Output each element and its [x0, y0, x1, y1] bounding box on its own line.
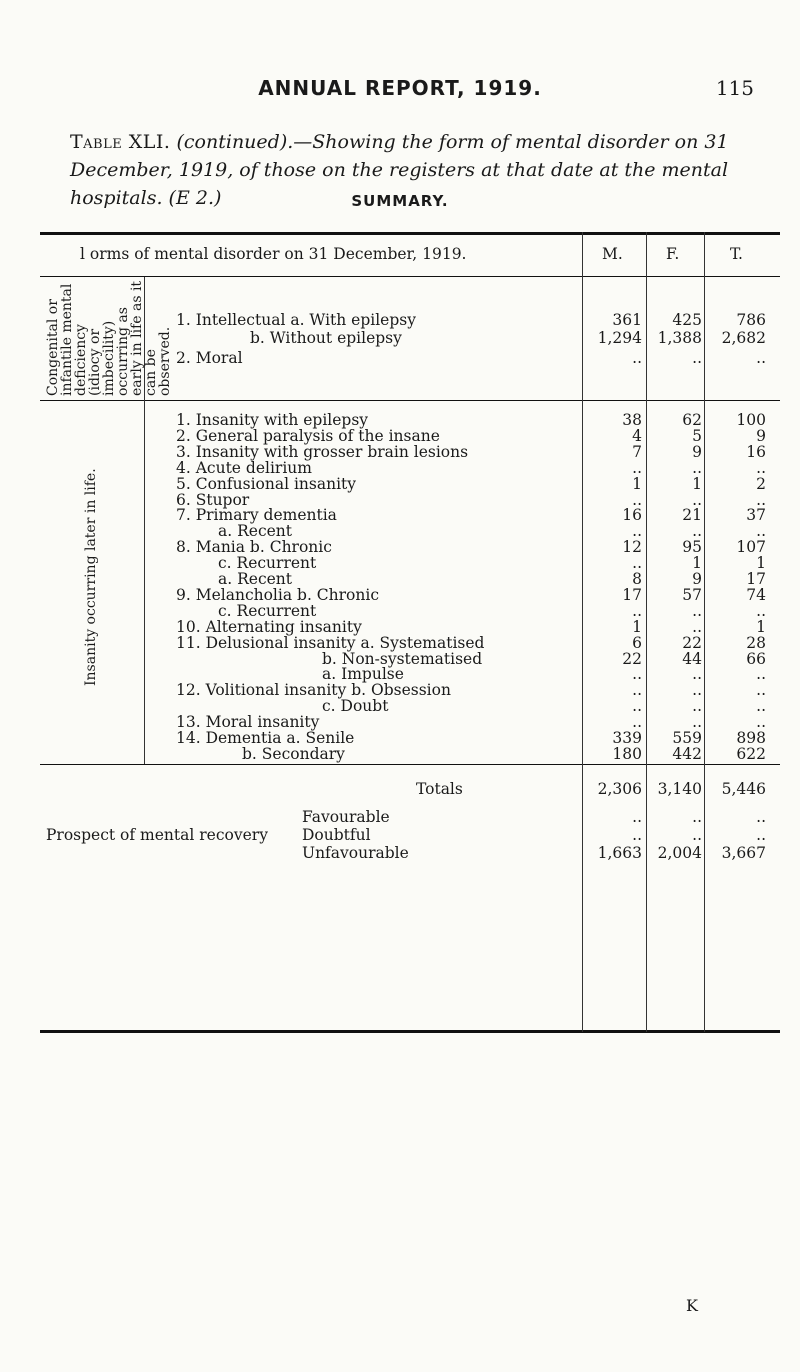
row-value-m: 361: [612, 311, 642, 329]
row-value-t: 622: [736, 744, 766, 763]
row-label: Unfavourable: [302, 844, 409, 862]
row-value-m: 1,663: [597, 844, 642, 862]
col-divider-t: [704, 232, 705, 1032]
row-value-f: 1: [692, 554, 702, 573]
row-value-m: 1: [632, 617, 642, 636]
row-label: 13. Moral insanity: [176, 713, 320, 732]
row-value-t: 1: [756, 617, 766, 636]
col-divider-f: [646, 232, 647, 1032]
totals-value-m: 2,306: [597, 780, 642, 798]
female-column-header: F.: [666, 245, 680, 263]
row-value-t: 786: [736, 311, 766, 329]
row-value-f: 21: [682, 506, 702, 525]
row-value-t: 100: [736, 411, 766, 429]
row-value-m: ..: [632, 665, 642, 684]
row-label: 9. Melancholia b. Chronic: [176, 585, 379, 604]
row-label: 8. Mania b. Chronic: [176, 538, 332, 557]
row-value-t: 898: [736, 729, 766, 747]
row-value-t: 9: [756, 426, 766, 445]
signature-mark: K: [686, 1296, 698, 1315]
row-value-m: 1,294: [597, 329, 642, 347]
row-value-t: 37: [746, 506, 766, 525]
row-value-f: ..: [692, 490, 702, 509]
row-label: a. Recent: [218, 522, 293, 541]
row-value-f: 22: [682, 633, 702, 652]
row-value-f: 9: [692, 570, 702, 588]
insanity-group-label: Insanity occurring later in life.: [83, 468, 99, 686]
row-label: 14. Dementia a. Senile: [176, 729, 355, 747]
row-label: 11. Delusional insanity a. Systematised: [176, 633, 485, 652]
row-value-t: 17: [746, 570, 766, 588]
row-value-f: 57: [682, 585, 702, 604]
row-value-m: 22: [622, 649, 642, 668]
row-label: Favourable: [302, 808, 390, 826]
caption-text: (continued).—Showing the form of mental disorder on 31 December, 1919, of those on the registers at that date at the mental hospitals. (E 2.): [70, 131, 729, 209]
row-value-t: 74: [746, 585, 766, 604]
row-value-t: ..: [756, 522, 766, 541]
row-label: b. Secondary: [242, 744, 345, 763]
col-divider-m: [582, 232, 583, 1032]
row-label: 5. Confusional insanity: [176, 474, 357, 493]
row-label: c. Recurrent: [218, 601, 317, 620]
male-column-header: M.: [602, 245, 623, 263]
row-value-m: 339: [612, 729, 642, 747]
report-title: ANNUAL REPORT, 1919.: [258, 76, 542, 100]
row-value-m: 4: [632, 426, 642, 445]
row-value-f: 62: [682, 411, 702, 429]
row-value-f: 1,388: [657, 329, 702, 347]
row-value-f: 2,004: [657, 844, 702, 862]
table-number: Table XLI.: [70, 131, 171, 153]
row-value-f: 442: [672, 744, 702, 763]
row-value-f: ..: [692, 458, 702, 477]
forms-column-header: l orms of mental disorder on 31 December, 1919.: [80, 245, 467, 263]
row-label: c. Doubt: [322, 697, 389, 716]
row-value-f: 425: [672, 311, 702, 329]
row-value-m: 7: [632, 442, 642, 461]
row-value-m: ..: [632, 681, 642, 700]
row-label: b. Without epilepsy: [250, 329, 402, 347]
row-value-f: 5: [692, 426, 702, 445]
row-label: 7. Primary dementia: [176, 506, 337, 525]
page-number: 115: [715, 76, 754, 100]
row-value-f: 95: [682, 538, 702, 557]
row-value-t: ..: [756, 601, 766, 620]
row-value-m: ..: [632, 713, 642, 732]
row-label: 3. Insanity with grosser brain lesions: [176, 442, 469, 461]
row-value-t: 107: [736, 538, 766, 557]
row-value-t: ..: [756, 681, 766, 700]
total-column-header: T.: [730, 245, 743, 263]
row-value-f: ..: [692, 697, 702, 716]
row-value-f: 44: [682, 649, 702, 668]
row-value-f: ..: [692, 681, 702, 700]
row-value-t: 1: [756, 554, 766, 573]
row-value-m: ..: [632, 601, 642, 620]
row-label: Doubtful: [302, 826, 371, 844]
row-value-f: 1: [692, 474, 702, 493]
row-value-m: ..: [632, 522, 642, 541]
row-value-t: 16: [746, 442, 766, 461]
row-value-m: 1: [632, 474, 642, 493]
row-label: 12. Volitional insanity b. Obsession: [176, 681, 451, 700]
row-value-m: ..: [632, 826, 642, 844]
row-value-t: ..: [756, 349, 766, 367]
row-label: 2. General paralysis of the insane: [176, 426, 440, 445]
header-rule: [40, 276, 780, 277]
row-value-f: ..: [692, 601, 702, 620]
row-value-m: 12: [622, 538, 642, 557]
row-value-f: 9: [692, 442, 702, 461]
row-value-m: ..: [632, 808, 642, 826]
row-value-f: ..: [692, 522, 702, 541]
totals-value-t: 5,446: [721, 780, 766, 798]
row-value-t: 2: [756, 474, 766, 493]
row-value-m: ..: [632, 697, 642, 716]
totals-label: Totals: [416, 780, 463, 798]
table-top-rule: [40, 232, 780, 235]
row-value-t: 2,682: [721, 329, 766, 347]
prospect-label: Prospect of mental recovery: [46, 826, 268, 844]
row-value-f: ..: [692, 826, 702, 844]
row-label: 1. Intellectual a. With epilepsy: [176, 311, 416, 329]
row-label: c. Recurrent: [218, 554, 317, 573]
congenital-rule: [40, 400, 780, 401]
row-value-t: ..: [756, 665, 766, 684]
row-value-m: ..: [632, 490, 642, 509]
table-bottom-rule: [40, 1030, 780, 1033]
insanity-rule: [40, 764, 780, 765]
row-label: 2. Moral: [176, 349, 243, 367]
row-value-t: ..: [756, 713, 766, 732]
row-value-t: 66: [746, 649, 766, 668]
totals-value-f: 3,140: [657, 780, 702, 798]
row-label: a. Impulse: [322, 665, 404, 684]
row-label: b. Non-systematised: [322, 649, 483, 668]
row-value-m: ..: [632, 349, 642, 367]
row-value-t: ..: [756, 490, 766, 509]
row-value-t: ..: [756, 458, 766, 477]
row-value-m: 16: [622, 506, 642, 525]
row-value-m: 6: [632, 633, 642, 652]
row-value-m: ..: [632, 554, 642, 573]
summary-table: [40, 232, 780, 1034]
row-value-t: 28: [746, 633, 766, 652]
row-value-f: 559: [672, 729, 702, 747]
row-value-m: ..: [632, 458, 642, 477]
row-label: 10. Alternating insanity: [176, 617, 362, 636]
row-label: 1. Insanity with epilepsy: [176, 411, 369, 429]
row-value-f: ..: [692, 713, 702, 732]
row-value-m: 38: [622, 411, 642, 429]
row-value-t: ..: [756, 697, 766, 716]
summary-heading: SUMMARY.: [351, 192, 449, 210]
row-value-f: ..: [692, 349, 702, 367]
row-label: 4. Acute delirium: [176, 458, 312, 477]
row-value-m: 180: [612, 744, 642, 763]
row-value-t: ..: [756, 808, 766, 826]
row-label: 6. Stupor: [176, 490, 250, 509]
row-value-f: ..: [692, 617, 702, 636]
row-value-f: ..: [692, 665, 702, 684]
congenital-group-label: Congenital or infantile mental deficiency (idiocy or imbecility) occurring as early in life as it can be observed.: [45, 280, 173, 396]
row-label: a. Recent: [218, 570, 293, 588]
row-value-t: 3,667: [721, 844, 766, 862]
row-value-m: 17: [622, 585, 642, 604]
row-value-f: ..: [692, 808, 702, 826]
row-value-m: 8: [632, 570, 642, 588]
row-value-t: ..: [756, 826, 766, 844]
